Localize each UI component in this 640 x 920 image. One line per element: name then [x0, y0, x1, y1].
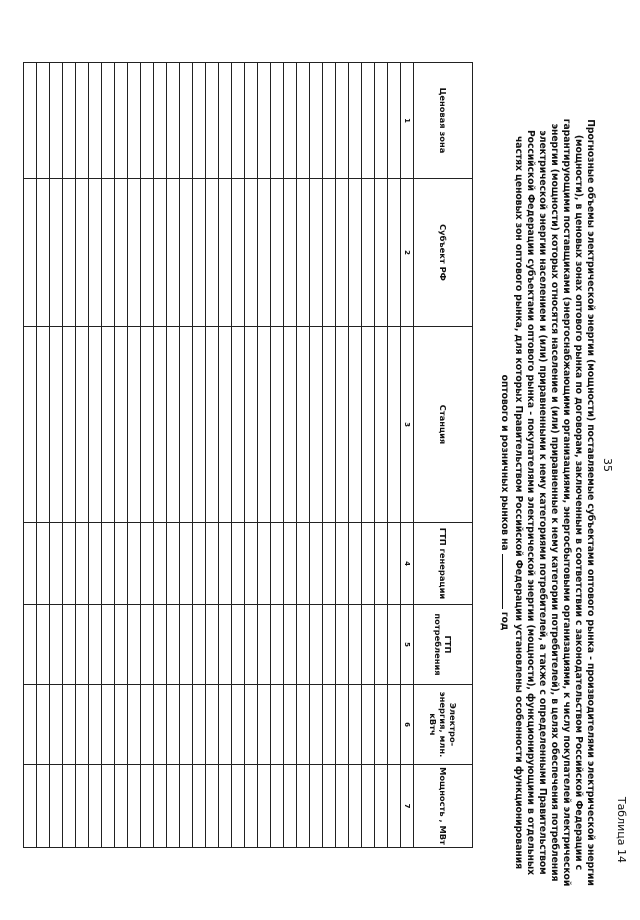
- forecast-table: [23, 62, 473, 848]
- table-cell[interactable]: [362, 685, 375, 765]
- table-cell[interactable]: [310, 327, 323, 523]
- table-cell[interactable]: [102, 327, 115, 523]
- table-cell[interactable]: [245, 523, 258, 605]
- table-cell[interactable]: [284, 685, 297, 765]
- table-cell[interactable]: [193, 523, 206, 605]
- column-header-gtp-consumption: ГТП потребления: [414, 605, 473, 685]
- table-cell[interactable]: [89, 685, 102, 765]
- table-cell[interactable]: [284, 327, 297, 523]
- table-cell[interactable]: [128, 179, 141, 327]
- table-cell[interactable]: [154, 179, 167, 327]
- table-cell[interactable]: [232, 605, 245, 685]
- table-label: Таблица 14: [615, 796, 628, 863]
- table-cell[interactable]: [154, 523, 167, 605]
- table-cell[interactable]: [193, 605, 206, 685]
- table-cell[interactable]: [193, 63, 206, 179]
- table-cell[interactable]: [154, 685, 167, 765]
- table-cell[interactable]: [362, 179, 375, 327]
- column-header-subject: Субъект РФ: [414, 179, 473, 327]
- table-cell[interactable]: [349, 179, 362, 327]
- table-cell[interactable]: [180, 605, 193, 685]
- table-cell[interactable]: [258, 523, 271, 605]
- table-cell[interactable]: [89, 63, 102, 179]
- table-row: [245, 63, 258, 848]
- table-cell[interactable]: [115, 685, 128, 765]
- table-cell[interactable]: [232, 179, 245, 327]
- table-row: [37, 63, 50, 848]
- table-cell[interactable]: [219, 685, 232, 765]
- table-cell[interactable]: [37, 327, 50, 523]
- table-cell[interactable]: [388, 765, 401, 848]
- table-cell[interactable]: [323, 179, 336, 327]
- table-cell[interactable]: [219, 63, 232, 179]
- table-cell[interactable]: [388, 327, 401, 523]
- table-cell[interactable]: [388, 523, 401, 605]
- table-row: [310, 63, 323, 848]
- table-cell[interactable]: [310, 63, 323, 179]
- table-cell[interactable]: [76, 765, 89, 848]
- table-cell[interactable]: [37, 685, 50, 765]
- table-cell[interactable]: [245, 765, 258, 848]
- column-header-station: Станция: [414, 327, 473, 523]
- table-row: [232, 63, 245, 848]
- table-row: [258, 63, 271, 848]
- table-row: [362, 63, 375, 848]
- column-number: 1: [401, 63, 414, 179]
- table-cell[interactable]: [24, 685, 37, 765]
- column-number: 6: [401, 685, 414, 765]
- table-cell[interactable]: [141, 605, 154, 685]
- table-row: [115, 63, 128, 848]
- table-cell[interactable]: [50, 605, 63, 685]
- table-cell[interactable]: [206, 685, 219, 765]
- table-cell[interactable]: [336, 685, 349, 765]
- table-cell[interactable]: [63, 523, 76, 605]
- table-cell[interactable]: [284, 605, 297, 685]
- table-cell[interactable]: [219, 605, 232, 685]
- header-row: [414, 63, 473, 848]
- heading-text: оптового и розничных рынков на: [499, 374, 510, 551]
- table-cell[interactable]: [323, 523, 336, 605]
- table-row: [180, 63, 193, 848]
- table-cell[interactable]: [37, 523, 50, 605]
- table-cell[interactable]: [297, 63, 310, 179]
- table-row: [63, 63, 76, 848]
- table-cell[interactable]: [232, 327, 245, 523]
- table-cell[interactable]: [89, 523, 102, 605]
- table-cell[interactable]: [37, 63, 50, 179]
- table-cell[interactable]: [128, 605, 141, 685]
- table-cell[interactable]: [37, 179, 50, 327]
- table-cell[interactable]: [141, 685, 154, 765]
- table-cell[interactable]: [102, 605, 115, 685]
- table-row: [50, 63, 63, 848]
- table-cell[interactable]: [102, 179, 115, 327]
- column-number: 4: [401, 523, 414, 605]
- table-row: [89, 63, 102, 848]
- table-cell[interactable]: [24, 765, 37, 848]
- table-cell[interactable]: [206, 327, 219, 523]
- table-cell[interactable]: [193, 327, 206, 523]
- column-number: 7: [401, 765, 414, 848]
- table-cell[interactable]: [323, 327, 336, 523]
- table-cell[interactable]: [375, 63, 388, 179]
- table-cell[interactable]: [154, 765, 167, 848]
- table-cell[interactable]: [141, 179, 154, 327]
- table-row: [375, 63, 388, 848]
- heading-line: Российской Федерации субъектами оптового рынка - покупателями электрической энергии (мощности), функционирующими в отдельных: [525, 129, 536, 876]
- table-cell[interactable]: [206, 63, 219, 179]
- table-cell[interactable]: [232, 523, 245, 605]
- table-cell[interactable]: [284, 63, 297, 179]
- table-cell[interactable]: [128, 327, 141, 523]
- table-cell[interactable]: [245, 685, 258, 765]
- column-header-energy: Электро-энергия, млн. кВтч: [414, 685, 473, 765]
- table-cell[interactable]: [362, 605, 375, 685]
- table-cell[interactable]: [167, 523, 180, 605]
- table-cell[interactable]: [258, 327, 271, 523]
- table-cell[interactable]: [362, 327, 375, 523]
- table-cell[interactable]: [336, 523, 349, 605]
- table-cell[interactable]: [284, 523, 297, 605]
- table-cell[interactable]: [102, 765, 115, 848]
- column-number: 2: [401, 179, 414, 327]
- table-cell[interactable]: [128, 523, 141, 605]
- table-cell[interactable]: [310, 179, 323, 327]
- table-cell[interactable]: [388, 179, 401, 327]
- table-cell[interactable]: [245, 605, 258, 685]
- table-cell[interactable]: [206, 605, 219, 685]
- table-cell[interactable]: [167, 765, 180, 848]
- heading-line: электрической энергии населением и (или) приравненными к нему категориями потребителей, а также с определенными Правительством: [537, 130, 548, 875]
- table-cell[interactable]: [76, 63, 89, 179]
- table-row: [24, 63, 37, 848]
- table-cell[interactable]: [24, 179, 37, 327]
- table-cell[interactable]: [297, 765, 310, 848]
- table-cell[interactable]: [89, 327, 102, 523]
- table-cell[interactable]: [271, 63, 284, 179]
- column-number-row: [401, 63, 414, 848]
- table-cell[interactable]: [50, 179, 63, 327]
- table-cell[interactable]: [50, 685, 63, 765]
- table-cell[interactable]: [284, 765, 297, 848]
- table-cell[interactable]: [271, 605, 284, 685]
- table-cell[interactable]: [76, 327, 89, 523]
- table-cell[interactable]: [76, 685, 89, 765]
- table-cell[interactable]: [154, 605, 167, 685]
- table-heading: [498, 85, 596, 920]
- heading-line: энергии (мощности) которых относятся население и (или) приравненные к нему категории потребителей), в целях обеспечения потребления: [549, 123, 560, 882]
- table-row: [154, 63, 167, 848]
- table-cell[interactable]: [37, 605, 50, 685]
- column-number: 5: [401, 605, 414, 685]
- table-cell[interactable]: [349, 523, 362, 605]
- table-cell[interactable]: [141, 523, 154, 605]
- year-blank-field: [502, 554, 512, 609]
- table-cell[interactable]: [310, 765, 323, 848]
- table-cell[interactable]: [63, 765, 76, 848]
- table-cell[interactable]: [388, 63, 401, 179]
- table-cell[interactable]: [297, 327, 310, 523]
- table-row: [141, 63, 154, 848]
- table-cell[interactable]: [258, 63, 271, 179]
- table-cell[interactable]: [219, 523, 232, 605]
- table-cell[interactable]: [375, 179, 388, 327]
- table-cell[interactable]: [297, 523, 310, 605]
- table-cell[interactable]: [375, 327, 388, 523]
- table-cell[interactable]: [336, 605, 349, 685]
- column-header-price-zone: Ценовая зона: [414, 63, 473, 179]
- table-cell[interactable]: [24, 327, 37, 523]
- table-cell[interactable]: [271, 327, 284, 523]
- column-header-gtp-generation: ГТП генерации: [414, 523, 473, 605]
- table-row: [284, 63, 297, 848]
- table-cell[interactable]: [375, 605, 388, 685]
- table-cell[interactable]: [362, 523, 375, 605]
- heading-line: (мощности), в ценовых зонах оптового рынка по договорам, заключенным в соответствии с законодательством Российской Федерации с: [573, 134, 584, 871]
- table-row: [76, 63, 89, 848]
- table-cell[interactable]: [102, 63, 115, 179]
- heading-line: Прогнозные объемы электрической энергии (мощности) поставляемые субъектами оптового рынка - производителями электрической энергии: [585, 119, 596, 886]
- table-cell[interactable]: [232, 685, 245, 765]
- table-cell[interactable]: [219, 179, 232, 327]
- table-cell[interactable]: [24, 63, 37, 179]
- heading-line: гарантирующими поставщиками (энергоснабжающими организациями, энергосбытовыми организациями, к числу покупателей электрической: [561, 118, 572, 887]
- table-cell[interactable]: [180, 523, 193, 605]
- table-cell[interactable]: [362, 63, 375, 179]
- table-cell[interactable]: [115, 765, 128, 848]
- table-cell[interactable]: [271, 685, 284, 765]
- table-cell[interactable]: [323, 63, 336, 179]
- table-cell[interactable]: [336, 179, 349, 327]
- table-cell[interactable]: [258, 765, 271, 848]
- year-suffix: год: [499, 611, 510, 631]
- table-cell[interactable]: [349, 605, 362, 685]
- table-cell[interactable]: [24, 523, 37, 605]
- table-cell[interactable]: [271, 523, 284, 605]
- table-cell[interactable]: [89, 605, 102, 685]
- table-cell[interactable]: [63, 179, 76, 327]
- heading-line: частях ценовых зон оптового рынка, для которых Правительством Российской Федерации установлены особенности функционирования: [513, 136, 524, 869]
- table-cell[interactable]: [76, 523, 89, 605]
- table-cell[interactable]: [180, 685, 193, 765]
- table-cell[interactable]: [180, 179, 193, 327]
- table-cell[interactable]: [219, 765, 232, 848]
- table-cell[interactable]: [232, 765, 245, 848]
- table-cell[interactable]: [349, 327, 362, 523]
- table-cell[interactable]: [63, 605, 76, 685]
- table-cell[interactable]: [375, 765, 388, 848]
- table-cell[interactable]: [141, 327, 154, 523]
- table-cell[interactable]: [50, 63, 63, 179]
- table-cell[interactable]: [271, 179, 284, 327]
- table-cell[interactable]: [375, 685, 388, 765]
- table-cell[interactable]: [115, 523, 128, 605]
- table-cell[interactable]: [219, 327, 232, 523]
- table-cell[interactable]: [128, 765, 141, 848]
- table-cell[interactable]: [102, 685, 115, 765]
- table-cell[interactable]: [206, 765, 219, 848]
- table-row: [271, 63, 284, 848]
- table-row: [193, 63, 206, 848]
- table-cell[interactable]: [180, 765, 193, 848]
- table-cell[interactable]: [310, 523, 323, 605]
- table-cell[interactable]: [245, 63, 258, 179]
- table-cell[interactable]: [89, 765, 102, 848]
- table-cell[interactable]: [336, 63, 349, 179]
- table-cell[interactable]: [167, 685, 180, 765]
- table-row: [102, 63, 115, 848]
- table-cell[interactable]: [115, 327, 128, 523]
- table-cell[interactable]: [24, 605, 37, 685]
- table-cell[interactable]: [323, 765, 336, 848]
- table-cell[interactable]: [336, 327, 349, 523]
- table-cell[interactable]: [206, 523, 219, 605]
- table-cell[interactable]: [336, 765, 349, 848]
- table-cell[interactable]: [297, 179, 310, 327]
- table-cell[interactable]: [206, 179, 219, 327]
- column-number: 3: [401, 327, 414, 523]
- table-cell[interactable]: [63, 685, 76, 765]
- table-cell[interactable]: [141, 765, 154, 848]
- table-row: [297, 63, 310, 848]
- table-cell[interactable]: [167, 605, 180, 685]
- table-cell[interactable]: [50, 765, 63, 848]
- table-cell[interactable]: [193, 179, 206, 327]
- table-cell[interactable]: [310, 685, 323, 765]
- column-header-power: Мощность , МВт: [414, 765, 473, 848]
- table-cell[interactable]: [258, 179, 271, 327]
- table-cell[interactable]: [284, 179, 297, 327]
- table-cell[interactable]: [141, 63, 154, 179]
- table-cell[interactable]: [388, 685, 401, 765]
- table-cell[interactable]: [271, 765, 284, 848]
- table-row: [349, 63, 362, 848]
- table-row: [323, 63, 336, 848]
- table-cell[interactable]: [115, 179, 128, 327]
- table-cell[interactable]: [193, 765, 206, 848]
- table-cell[interactable]: [349, 685, 362, 765]
- table-cell[interactable]: [50, 523, 63, 605]
- table-cell[interactable]: [180, 327, 193, 523]
- table-cell[interactable]: [89, 179, 102, 327]
- table-cell[interactable]: [245, 327, 258, 523]
- table-cell[interactable]: [323, 605, 336, 685]
- heading-line-last: [498, 85, 512, 920]
- table-cell[interactable]: [63, 63, 76, 179]
- table-cell[interactable]: [167, 179, 180, 327]
- table-cell[interactable]: [167, 63, 180, 179]
- table-cell[interactable]: [180, 63, 193, 179]
- table-cell[interactable]: [297, 685, 310, 765]
- table-cell[interactable]: [388, 605, 401, 685]
- table-body: [24, 63, 401, 848]
- table-cell[interactable]: [167, 327, 180, 523]
- table-cell[interactable]: [102, 523, 115, 605]
- page-number: 35: [601, 458, 614, 472]
- table-cell[interactable]: [50, 327, 63, 523]
- table-row: [206, 63, 219, 848]
- table-cell[interactable]: [232, 63, 245, 179]
- table-row: [388, 63, 401, 848]
- table-cell[interactable]: [154, 63, 167, 179]
- table-cell[interactable]: [258, 605, 271, 685]
- table-cell[interactable]: [375, 523, 388, 605]
- table-cell[interactable]: [258, 685, 271, 765]
- table-cell[interactable]: [63, 327, 76, 523]
- table-row: [128, 63, 141, 848]
- table-cell[interactable]: [323, 685, 336, 765]
- table-cell[interactable]: [193, 685, 206, 765]
- table-cell[interactable]: [349, 765, 362, 848]
- table-cell[interactable]: [115, 605, 128, 685]
- table-cell[interactable]: [128, 63, 141, 179]
- table-cell[interactable]: [310, 605, 323, 685]
- table-cell[interactable]: [154, 327, 167, 523]
- table-row: [167, 63, 180, 848]
- table-cell[interactable]: [349, 63, 362, 179]
- table-row: [336, 63, 349, 848]
- table-cell[interactable]: [76, 605, 89, 685]
- table-cell[interactable]: [128, 685, 141, 765]
- table-cell[interactable]: [115, 63, 128, 179]
- table-cell[interactable]: [76, 179, 89, 327]
- table-cell[interactable]: [362, 765, 375, 848]
- table-row: [219, 63, 232, 848]
- table-cell[interactable]: [245, 179, 258, 327]
- table-cell[interactable]: [297, 605, 310, 685]
- table-cell[interactable]: [37, 765, 50, 848]
